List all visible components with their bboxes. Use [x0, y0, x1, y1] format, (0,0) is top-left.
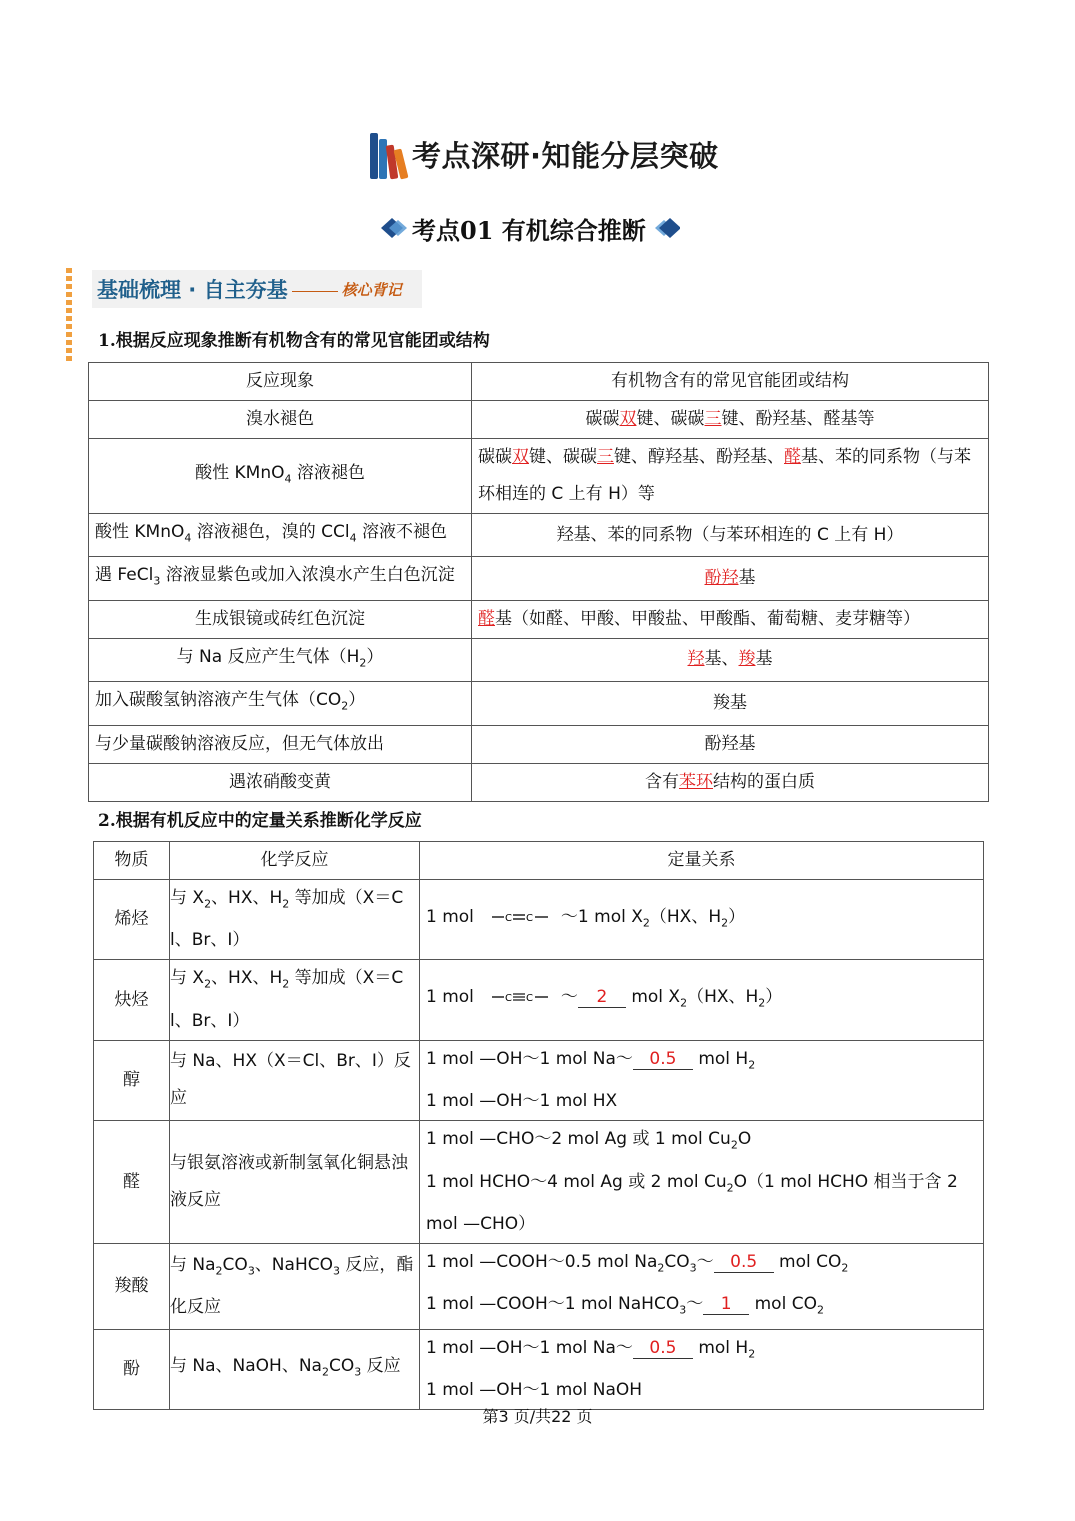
table-cell: 1 mol —CHO～2 mol Ag 或 1 mol $Cu_2O$ 1 mol HCHO～4 mol Ag 或 2 mol $Cu_2O(1$ mol HCHO 相当于含 2 mol —CHO） — [420, 1121, 984, 1244]
table-cell: 1 mol —OH～1 mol Na～ 0.5 mol $H_2$ 1 mol —OH～1 mol NaOH — [420, 1329, 984, 1409]
table-row — [94, 880, 984, 960]
table-cell: 1 mol C C ～1 mol $X_2(HX$、$H_2$） — [420, 880, 984, 960]
answer-blank: 2 — [578, 987, 626, 1008]
table-cell: 碳碳双键、碳碳三键、醇羟基、酚羟基、醛基、苯的同系物（与苯环相连的 C 上有 H）等 — [472, 439, 989, 514]
section-heading — [92, 270, 422, 308]
table-cell: 醛 — [94, 1121, 170, 1244]
column-header: 化学反应 — [170, 842, 420, 880]
table-cell: 醇 — [94, 1040, 170, 1120]
table-cell: 酸性 KMnO$_4$ 溶液褪色 — [89, 439, 472, 514]
table-cell: 与 $X_2$、HX、$H_2$ 等加成（X＝Cl、Br、I） — [170, 960, 420, 1040]
table-cell: 与 $X_2$、HX、$H_2$ 等加成（X＝Cl、Br、I） — [170, 880, 420, 960]
quantitative-relation-table — [93, 841, 984, 1410]
table-row — [89, 557, 989, 600]
table-cell: 1 mol —COOH～0.5 mol $Na_2CO_3\sim$ 0.5 mol $CO_2$ 1 mol —COOH～1 mol NaHCO$_3$～ 1 mol $CO_2$ — [420, 1243, 984, 1329]
table-row — [89, 514, 989, 557]
section-divider — [292, 291, 338, 292]
table-row — [94, 1329, 984, 1409]
answer-blank: 0.5 — [714, 1252, 774, 1273]
table-row — [89, 763, 989, 801]
table-cell: 与 $Na_2CO_3$、NaHCO$_3$ 反应，酯化反应 — [170, 1243, 420, 1329]
table-cell: 生成银镜或砖红色沉淀 — [89, 600, 472, 638]
table-cell: 加入碳酸氢钠溶液产生气体$(CO_2)$ — [89, 682, 472, 725]
table-cell: 与 Na、HX（X＝Cl、Br、I）反应 — [170, 1040, 420, 1120]
double-bond-icon — [490, 910, 550, 924]
table-cell: 1 mol —OH～1 mol Na～ 0.5 mol $H_2$ 1 mol —OH～1 mol HX — [420, 1040, 984, 1120]
books-icon — [368, 129, 410, 179]
svg-text:C: C — [505, 992, 513, 1004]
section-side-bar — [66, 268, 72, 362]
q1-heading: 1.根据反应现象推断有机物含有的常见官能团或结构 — [98, 331, 490, 351]
triple-bond-icon — [490, 990, 550, 1004]
section-title: 基础梳理 · 自主夯基 — [97, 278, 288, 302]
table-cell: 溴水褪色 — [89, 401, 472, 439]
table-row — [94, 1040, 984, 1120]
svg-text:C: C — [526, 992, 534, 1004]
table-cell: 炔烃 — [94, 960, 170, 1040]
diamond-left-icon — [378, 215, 408, 241]
table-cell: 含有苯环结构的蛋白质 — [472, 763, 989, 801]
table-cell: 酚羟基 — [472, 725, 989, 763]
table-row — [94, 960, 984, 1040]
table-cell: 羧酸 — [94, 1243, 170, 1329]
table-row — [89, 401, 989, 439]
column-header: 反应现象 — [89, 363, 472, 401]
sub-title: 考点01 有机综合推断 — [412, 215, 646, 245]
answer-blank: 0.5 — [633, 1049, 693, 1070]
column-header: 定量关系 — [420, 842, 984, 880]
column-header: 物质 — [94, 842, 170, 880]
column-header: 有机物含有的常见官能团或结构 — [472, 363, 989, 401]
table-cell: 与少量碳酸钠溶液反应，但无气体放出 — [89, 725, 472, 763]
table-cell: 醛基（如醛、甲酸、甲酸盐、甲酸酯、葡萄糖、麦芽糖等） — [472, 600, 989, 638]
section-note: 核心背记 — [341, 280, 402, 299]
table-header-row — [94, 842, 984, 880]
page-banner — [368, 128, 719, 180]
svg-text:C: C — [505, 912, 513, 924]
table-row — [89, 638, 989, 681]
table-row — [89, 682, 989, 725]
answer-blank: 1 — [703, 1294, 749, 1315]
table-header-row — [89, 363, 989, 401]
table-cell: 酚 — [94, 1329, 170, 1409]
table-cell: 1 mol C C ～ 2 mol $X_2(HX$、$H_2$） — [420, 960, 984, 1040]
table-cell: 酸性 KMnO$_4$ 溶液褪色，溴的 CCl$_4$ 溶液不褪色 — [89, 514, 472, 557]
table-cell: 与银氨溶液或新制氢氧化铜悬浊液反应 — [170, 1121, 420, 1244]
table-cell: 遇 FeCl$_3$ 溶液显紫色或加入浓溴水产生白色沉淀 — [89, 557, 472, 600]
table-cell: 羟基、羧基 — [472, 638, 989, 681]
answer-blank: 0.5 — [633, 1338, 693, 1359]
table-cell: 碳碳双键、碳碳三键、酚羟基、醛基等 — [472, 401, 989, 439]
table-cell: 羧基 — [472, 682, 989, 725]
table-row — [89, 725, 989, 763]
table-cell: 与 Na 反应产生气体$(H_2)$ — [89, 638, 472, 681]
table-cell: 酚羟基 — [472, 557, 989, 600]
reaction-phenomena-table — [88, 362, 989, 802]
table-cell: 烯烃 — [94, 880, 170, 960]
table-cell: 遇浓硝酸变黄 — [89, 763, 472, 801]
table-row — [94, 1121, 984, 1244]
table-row — [94, 1243, 984, 1329]
table-row — [89, 439, 989, 514]
page-footer: 第3 页/共22 页 — [482, 1407, 593, 1426]
q2-heading: 2.根据有机反应中的定量关系推断化学反应 — [98, 811, 422, 831]
table-row — [89, 600, 989, 638]
banner-title: 考点深研·知能分层突破 — [412, 138, 719, 173]
table-cell: 与 Na、NaOH、$Na_2CO_3$ 反应 — [170, 1329, 420, 1409]
table-cell: 羟基、苯的同系物（与苯环相连的 C 上有 H） — [472, 514, 989, 557]
svg-text:C: C — [526, 912, 534, 924]
sub-heading — [378, 206, 680, 250]
diamond-right-icon — [650, 215, 680, 241]
